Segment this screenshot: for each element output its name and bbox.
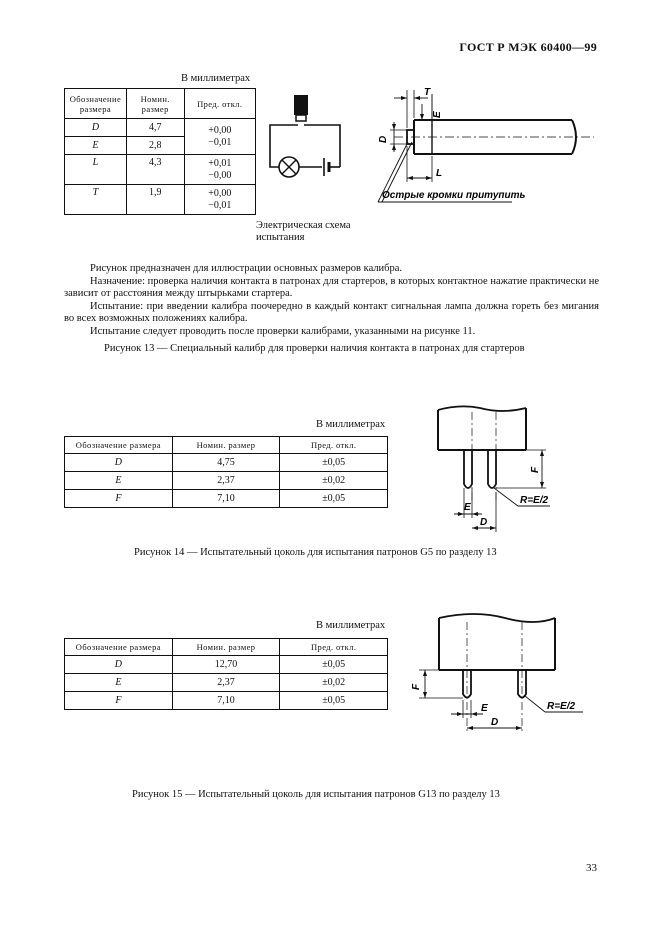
table-cell: 2,8 — [126, 137, 184, 155]
dim-label-F: F — [411, 683, 422, 690]
tolerance-upper: +0,01 — [208, 157, 232, 169]
table-cell: 4,75 — [172, 454, 280, 472]
fig14-col-tolerance: Пред. откл. — [280, 437, 388, 454]
fig15-units: В миллиметрах — [316, 620, 386, 631]
fig14-col-symbol: Обозначение размера — [65, 437, 173, 454]
table-cell: ±0,05 — [280, 490, 388, 508]
dim-label-E: E — [464, 502, 471, 513]
tolerance-lower: −0,00 — [208, 169, 232, 181]
page-number: 33 — [586, 862, 597, 874]
table-cell: 1,9 — [126, 185, 184, 215]
table-cell — [184, 185, 255, 215]
circuit-caption: Электрическая схема испытания — [256, 220, 351, 243]
circuit-wire-right — [304, 125, 340, 167]
fig13-col-symbol: Обозначение размера — [65, 89, 127, 119]
fig13-table — [64, 88, 256, 215]
table-cell — [184, 155, 255, 185]
fig13-col-tolerance: Пред. откл. — [184, 89, 255, 119]
table-cell: F — [65, 692, 173, 710]
table-cell: ±0,05 — [280, 656, 388, 674]
table-row — [65, 692, 388, 710]
gauge-body — [294, 95, 308, 115]
fig15-col-nominal: Номин. размер — [172, 639, 280, 656]
paragraph: Рисунок предназначен для иллюстрации основных размеров калибра. — [90, 263, 403, 274]
table-row — [65, 472, 388, 490]
table-cell: D — [65, 119, 127, 137]
table-cell: 2,37 — [172, 674, 280, 692]
fig13-col-nominal: Номин. размер — [126, 89, 184, 119]
dim-label-R: R=E/2 — [547, 701, 576, 712]
dim-label-T: T — [424, 87, 431, 98]
table-row — [65, 490, 388, 508]
table-cell: ±0,05 — [280, 692, 388, 710]
table-cell: ±0,02 — [280, 674, 388, 692]
table-cell: E — [65, 137, 127, 155]
table-cell: E — [65, 674, 173, 692]
table-cell: E — [65, 472, 173, 490]
test-circuit-diagram — [262, 90, 352, 190]
table-cell: 7,10 — [172, 692, 280, 710]
table-cell: 2,37 — [172, 472, 280, 490]
table-cell: 7,10 — [172, 490, 280, 508]
paragraph: Испытание: при введении калибра поочередно в каждый контакт сигнальная лампа должна гореть без мигания во всех возможных положениях калибра. — [64, 300, 599, 324]
dim-label-D: D — [480, 517, 488, 528]
chamfer-note: Острые кромки притупить — [382, 190, 526, 201]
dim-label-E: E — [432, 111, 443, 118]
table-cell: L — [65, 155, 127, 185]
tolerance-lower: −0,01 — [208, 136, 232, 148]
table-cell: 12,70 — [172, 656, 280, 674]
fig13-units: В миллиметрах — [181, 73, 251, 84]
dim-label-L: L — [436, 168, 443, 179]
fig15-col-tolerance: Пред. откл. — [280, 639, 388, 656]
fig14-units: В миллиметрах — [316, 419, 386, 430]
table-cell: D — [65, 656, 173, 674]
tolerance-lower: −0,01 — [208, 199, 232, 211]
table-cell — [184, 119, 255, 155]
paragraph: Назначение: проверка наличия контакта в патронах для стартеров, в которых контактное нажатие практически не зависит от расстояния между штырьками стартера. — [64, 275, 599, 299]
dim-label-F: F — [530, 466, 541, 473]
dim-label-D: D — [491, 717, 499, 728]
table-row — [65, 656, 388, 674]
dim-label-E: E — [481, 703, 488, 714]
table-row — [65, 454, 388, 472]
table-cell: F — [65, 490, 173, 508]
fig15-caption: Рисунок 15 — Испытательный цоколь для испытания патронов G13 по разделу 13 — [132, 789, 500, 800]
table-cell: 4,7 — [126, 119, 184, 137]
tolerance-upper: +0,00 — [208, 124, 232, 136]
document-header: ГОСТ Р МЭК 60400—99 — [459, 40, 597, 54]
gauge-pins — [296, 115, 306, 121]
table-cell: ±0,02 — [280, 472, 388, 490]
fig15-table — [64, 638, 388, 710]
fig14-table — [64, 436, 388, 508]
dim-label-R: R=E/2 — [520, 495, 549, 506]
fig14-col-nominal: Номин. размер — [172, 437, 280, 454]
g13-cap-drawing — [405, 608, 605, 740]
dim-label-D: D — [378, 135, 389, 143]
table-cell: T — [65, 185, 127, 215]
table-row — [65, 674, 388, 692]
fig13-caption: Рисунок 13 — Специальный калибр для проверки наличия контакта в патронах для стартеров — [104, 343, 525, 354]
g5-cap-drawing — [430, 402, 610, 544]
fig15-col-symbol: Обозначение размера — [65, 639, 173, 656]
gauge-drawing — [372, 80, 602, 210]
table-cell: D — [65, 454, 173, 472]
table-cell: 4,3 — [126, 155, 184, 185]
fig13-description — [64, 263, 599, 338]
table-cell: ±0,05 — [280, 454, 388, 472]
tolerance-upper: +0,00 — [208, 187, 232, 199]
circuit-wire-left — [270, 125, 298, 167]
paragraph: Испытание следует проводить после проверки калибрами, указанными на рисунке 11. — [90, 325, 476, 337]
fig14-caption: Рисунок 14 — Испытательный цоколь для испытания патронов G5 по разделу 13 — [134, 547, 497, 558]
